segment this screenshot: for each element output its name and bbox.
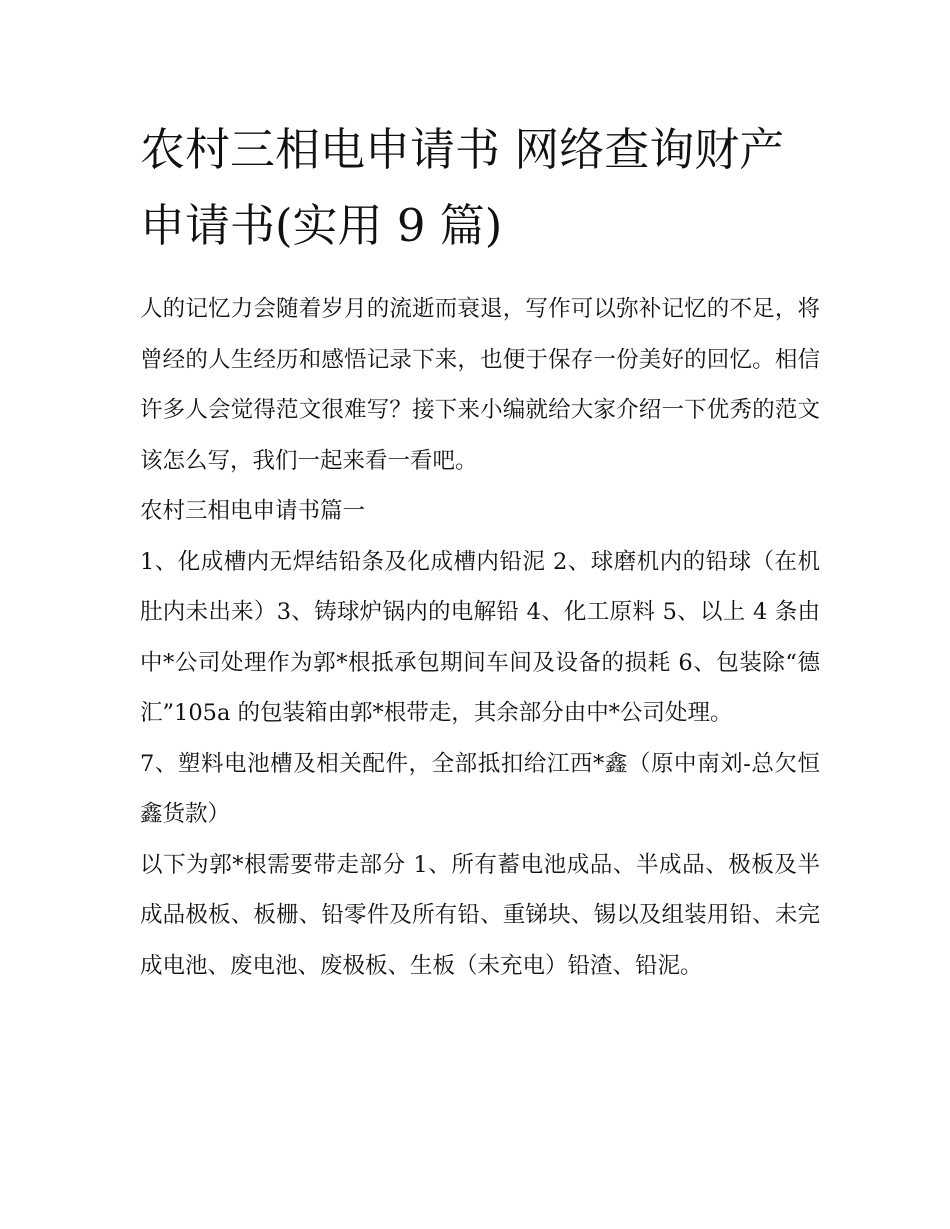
list-paragraph-1-6: 1、化成槽内无焊结铅条及化成槽内铅泥 2、球磨机内的铅球（在机肚内未出来）3、铸球炉锅内的电解铅 4、化工原料 5、以上 4 条由中*公司处理作为郭*根抵承包期间车间及设备的损耗 6、包装除“德汇”105a 的包装箱由郭*根带走，其余部分由中*公司处理。 — [140, 548, 820, 726]
document-page — [140, 112, 820, 991]
section-heading: 农村三相电申请书篇一 — [140, 498, 366, 524]
list-paragraph-7: 7、塑料电池槽及相关配件，全部抵扣给江西*鑫（原中南刘-总欠恒鑫货款） — [140, 750, 820, 827]
intro-paragraph: 人的记忆力会随着岁月的流逝而衰退，写作可以弥补记忆的不足，将曾经的人生经历和感悟记录下来，也便于保存一份美好的回忆。相信许多人会觉得范文很难写？接下来小编就给大家介绍一下优秀的范文该怎么写，我们一起来看一看吧。 — [140, 296, 820, 474]
takeaway-paragraph: 以下为郭*根需要带走部分 1、所有蓄电池成品、半成品、极板及半成品极板、板栅、铅零件及所有铅、重锑块、锡以及组装用铅、未完成电池、废电池、废极板、生板（未充电）铅渣、铅泥。 — [140, 851, 820, 979]
document-title: 农村三相电申请书 网络查询财产申请书(实用 9 篇) — [140, 123, 785, 252]
